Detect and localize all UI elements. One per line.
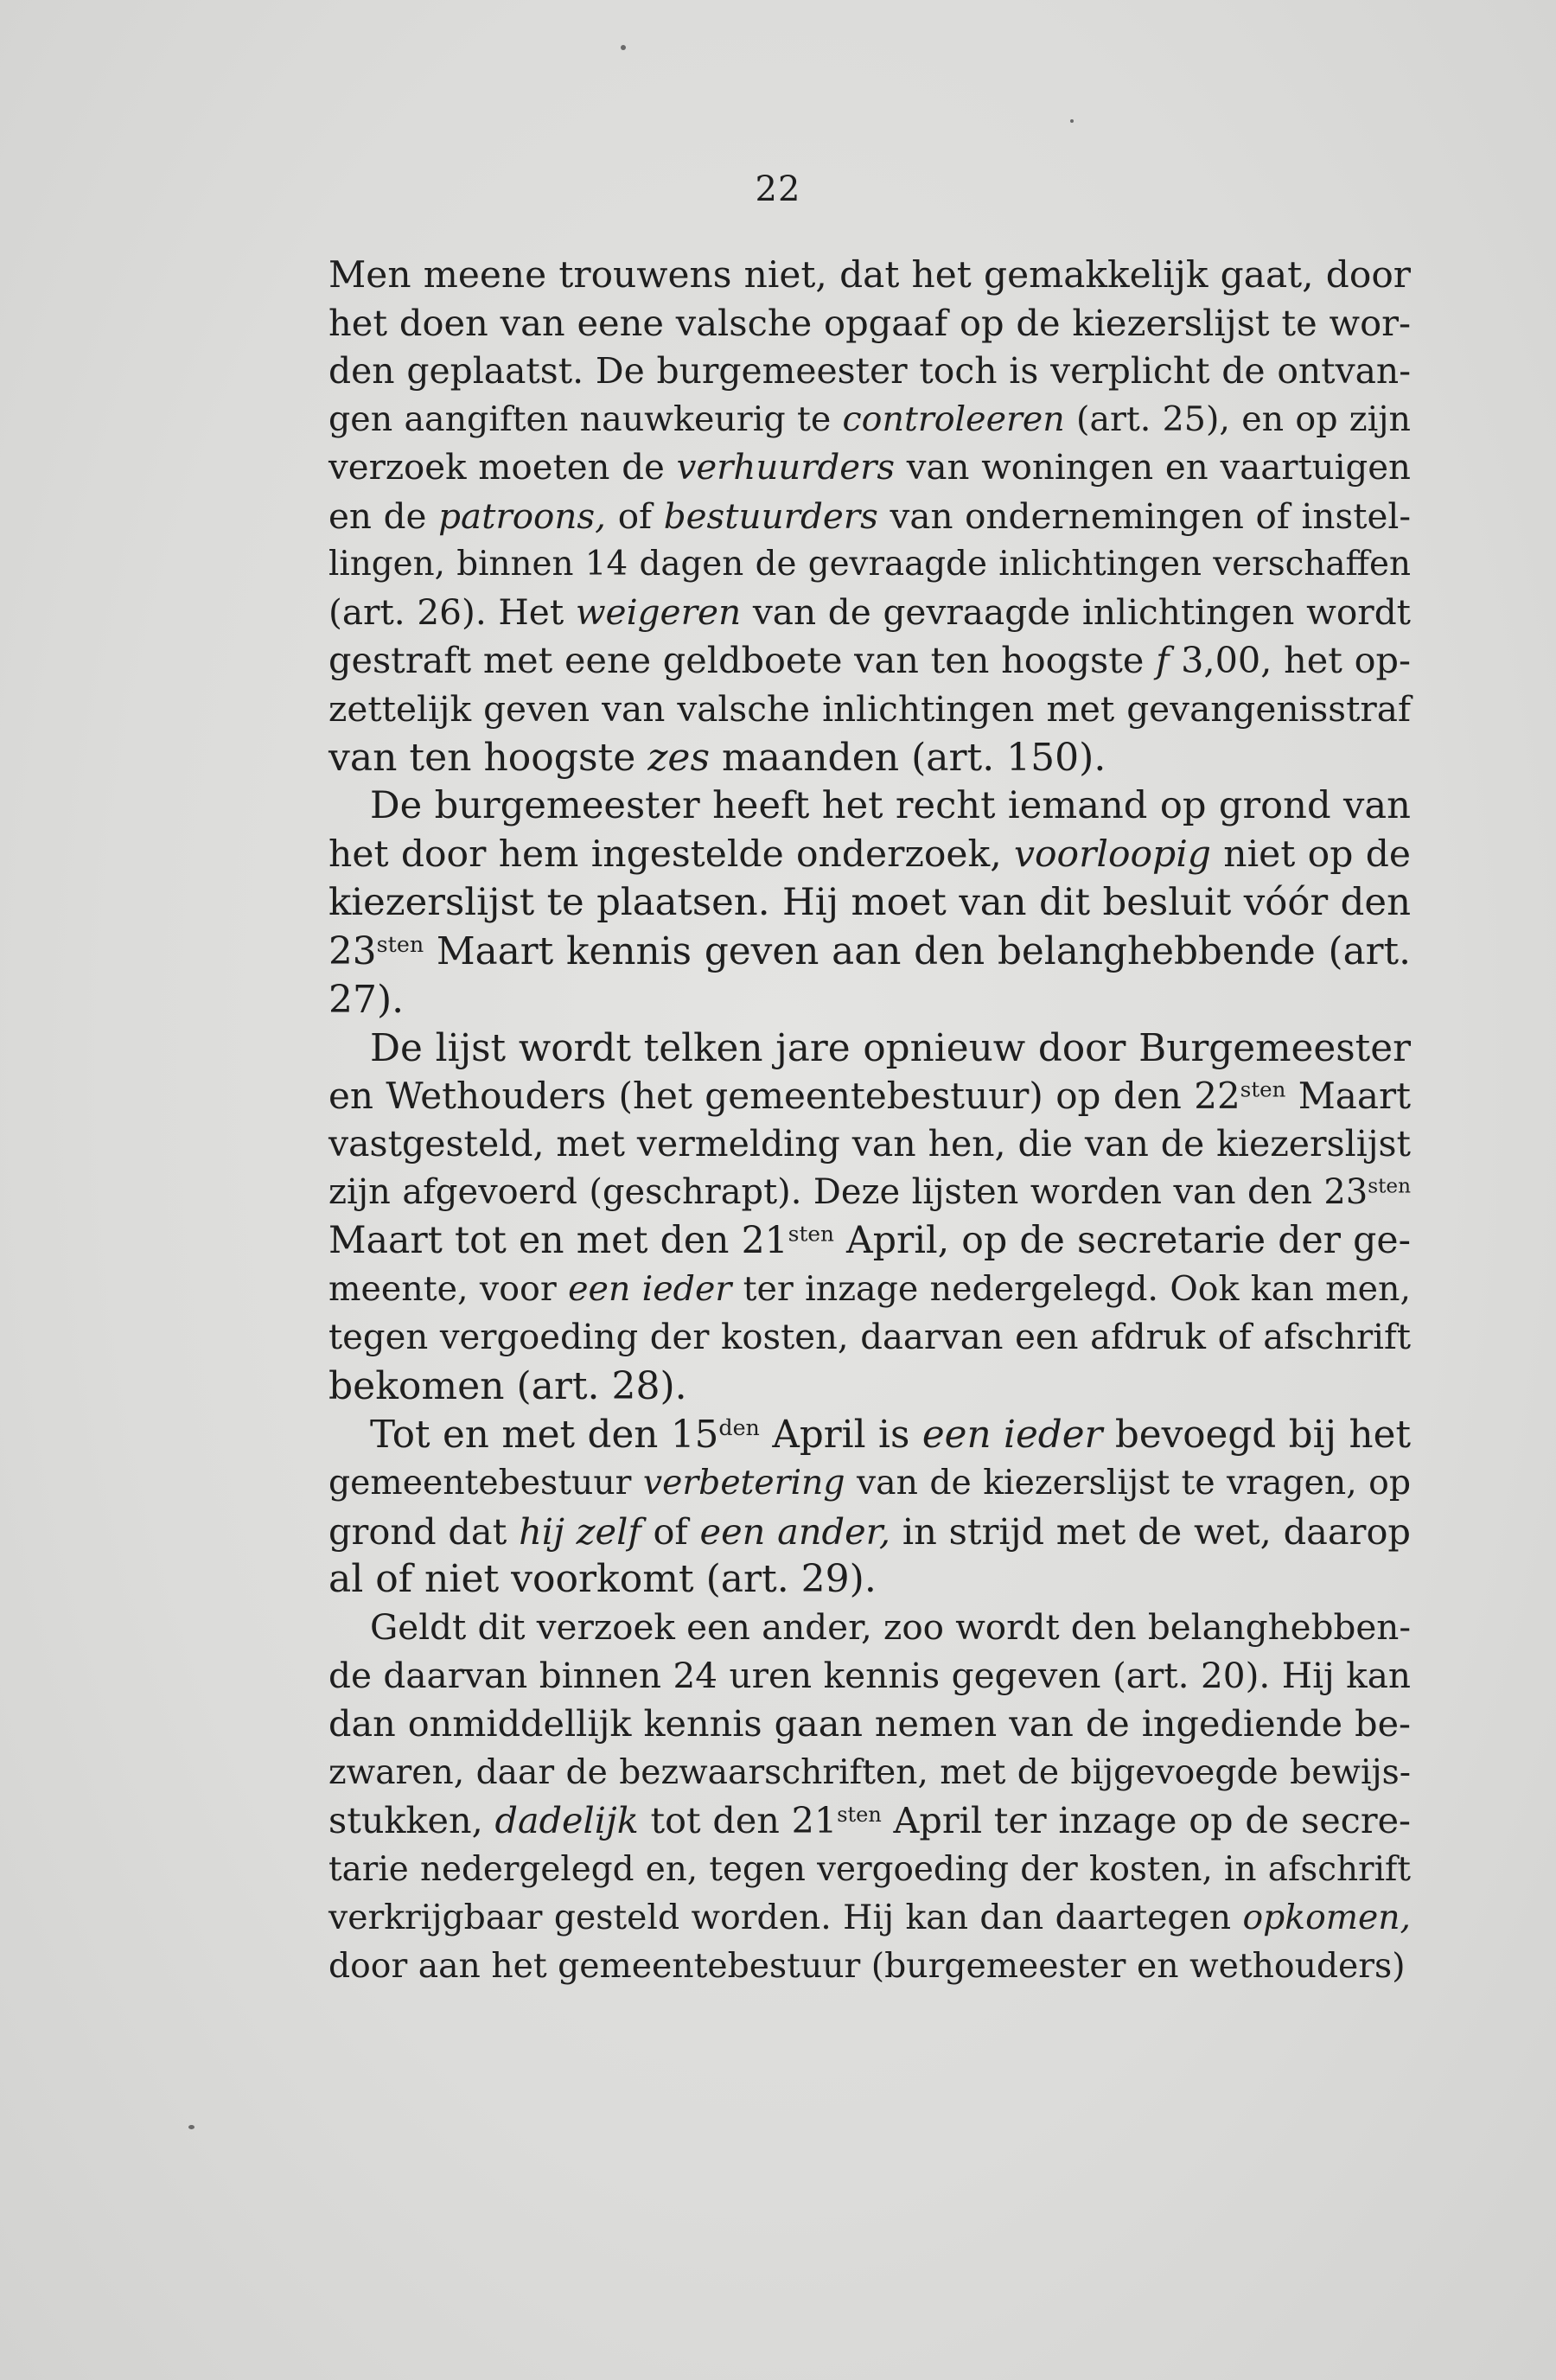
text-run: de daarvan binnen 24 uren kennis gegeven (art. 20). Hij kan [328,1655,1411,1697]
text-run: April is [759,1412,922,1457]
text-run: tarie nedergelegd en, tegen vergoeding der kosten, in afschrift [328,1849,1411,1889]
body-text [328,251,1411,1991]
text-line [328,1846,1411,1894]
text-line [328,251,1411,299]
text-line [328,493,1411,541]
text-run: en de [328,495,439,537]
text-run: gen aangiften nauwkeurig te [328,399,843,439]
text-run: van de kiezerslijst te vragen, op [845,1463,1411,1503]
text-run: verkrijgbaar gesteld worden. Hij kan dan daartegen [328,1898,1243,1937]
text-line [328,1169,1411,1217]
text-run: Maart [1285,1075,1411,1118]
italic-text: voorloopig [1014,833,1211,876]
text-run: bevoegd bij het [1102,1412,1412,1457]
text-line [328,1024,1411,1073]
text-run: den geplaatst. De burgemeester toch is verplicht de ontvan- [328,349,1411,392]
text-line [328,589,1411,637]
text-line [328,879,1411,928]
text-line [328,637,1411,686]
text-line [328,348,1411,396]
text-run: tegen vergoeding der kosten, daarvan een afdruk of afschrift [328,1317,1411,1357]
text-line [328,1943,1411,1991]
text-run: of [641,1509,700,1553]
text-line [328,1700,1411,1749]
text-run: maanden (art. 150). [710,736,1106,781]
text-run: 3,00, het op- [1169,640,1411,682]
italic-text: bestuurders [663,495,878,537]
text-run: tot den 21 [638,1800,838,1841]
text-run: April, op de secretarie der ge- [833,1219,1411,1263]
text-run: grond dat [328,1509,520,1553]
text-run: van de gevraagde inlichtingen wordt [741,591,1411,634]
italic-text: opkomen, [1242,1898,1411,1937]
italic-text: weigeren [575,591,742,634]
text-line [328,299,1411,348]
text-run: 27). [328,977,405,1022]
text-run: van ondernemingen of instel- [877,495,1412,537]
paragraph [328,251,1411,782]
text-line [328,1652,1411,1700]
text-run: en Wethouders (het gemeentebestuur) op den 22 [328,1075,1240,1118]
text-run: Maart tot en met den 21 [328,1219,788,1263]
text-line [328,1459,1411,1508]
ordinal-suffix: sten [837,1802,882,1827]
text-line [328,396,1411,444]
text-line [328,1072,1411,1120]
text-line [328,1217,1411,1266]
italic-text: zes [647,736,711,781]
text-line [328,1604,1411,1652]
text-run: De burgemeester heeft het recht iemand op grond van [370,783,1411,827]
text-run: gemeentebestuur [328,1463,643,1503]
italic-text: verbetering [642,1463,845,1503]
scan-speck [1070,119,1074,123]
text-run: Men meene trouwens niet, dat het gemakkelijk gaat, door [328,253,1411,296]
text-line [328,831,1411,879]
text-run: het door hem ingestelde onderzoek, [328,833,1015,876]
text-run: stukken, [328,1800,495,1841]
text-line [328,686,1411,734]
text-run: al of niet voorkomt (art. 29). [328,1557,877,1602]
page-number: 22 [755,169,801,209]
text-run: van woningen en vaartuigen [894,447,1411,488]
text-line [328,782,1411,831]
italic-text: een ieder [921,1412,1103,1457]
text-line [328,1508,1411,1556]
italic-text: hij zelf [519,1509,641,1553]
paragraph [328,1411,1411,1605]
text-run: Geldt dit verzoek een ander, zoo wordt den belanghebben- [370,1606,1411,1649]
italic-text: controleeren [842,399,1065,439]
text-run: verzoek moeten de [328,447,677,488]
text-run: April ter inzage op de secre- [881,1800,1411,1841]
italic-text: een ieder [568,1269,732,1310]
italic-text: patroons, [438,495,607,537]
text-run: Tot en met den 15 [370,1412,719,1457]
text-line [328,1314,1411,1362]
italic-text: verhuurders [676,447,895,488]
ordinal-suffix: sten [1240,1076,1286,1102]
text-run: zijn afgevoerd (geschrapt). Deze lijsten worden van den 23 [328,1172,1368,1213]
text-run: of [606,495,664,537]
scan-speck [188,2125,194,2129]
text-run: (art. 25), en op zijn [1064,399,1411,439]
text-line [328,444,1411,493]
text-run: niet op de [1210,833,1411,876]
italic-text: f [1156,640,1170,682]
text-run: dan onmiddellijk kennis gaan nemen van de ingediende be- [328,1703,1411,1745]
text-line [328,1411,1411,1459]
text-run: van ten hoogste [328,736,648,781]
text-run: gestraft met eene geldboete van ten hoogste [328,640,1157,682]
text-run: Maart kennis geven aan den belanghebbende (art. [424,928,1411,973]
text-run: kiezerslijst te plaatsen. Hij moet van dit besluit vóór den [328,880,1411,924]
italic-text: een ander, [699,1509,891,1553]
text-line [328,540,1411,589]
text-line [328,1797,1411,1846]
ordinal-suffix: den [718,1414,760,1440]
text-run: zwaren, daar de bezwaarschriften, met de bijgevoegde bewijs- [328,1753,1411,1793]
text-line [328,928,1411,976]
ordinal-suffix: sten [788,1221,834,1247]
text-line [328,1266,1411,1314]
text-line [328,734,1411,782]
text-run: door aan het gemeentebestuur (burgemeester en wethouders) [328,1946,1406,1986]
italic-text: dadelijk [494,1800,639,1841]
text-run: De lijst wordt telken jare opnieuw door Burgemeester [370,1025,1411,1070]
paragraph [328,782,1411,1024]
text-line [328,1555,1411,1604]
text-run: ter inzage nedergelegd. Ook kan men, [731,1269,1412,1310]
ordinal-suffix: sten [376,930,424,957]
text-run: in strijd met de wet, daarop [890,1509,1411,1553]
text-run: het doen van eene valsche opgaaf op de kiezerslijst te wor- [328,301,1411,344]
scan-speck [621,45,626,50]
text-line [328,976,1411,1024]
ordinal-suffix: sten [1368,1175,1411,1198]
text-run: 23 [328,928,377,973]
text-line [328,1894,1411,1943]
text-line [328,1749,1411,1797]
text-run: bekomen (art. 28). [328,1363,687,1408]
text-run: meente, voor [328,1269,569,1310]
text-line [328,1120,1411,1169]
paragraph [328,1024,1411,1411]
paragraph [328,1604,1411,1990]
text-run: lingen, binnen 14 dagen de gevraagde inlichtingen verschaffen [328,545,1411,584]
text-run: vastgesteld, met vermelding van hen, die van de kiezerslijst [328,1123,1411,1165]
text-line [328,1362,1411,1411]
text-run: (art. 26). Het [328,591,576,634]
text-run: zettelijk geven van valsche inlichtingen met gevangenisstraf [328,688,1411,731]
